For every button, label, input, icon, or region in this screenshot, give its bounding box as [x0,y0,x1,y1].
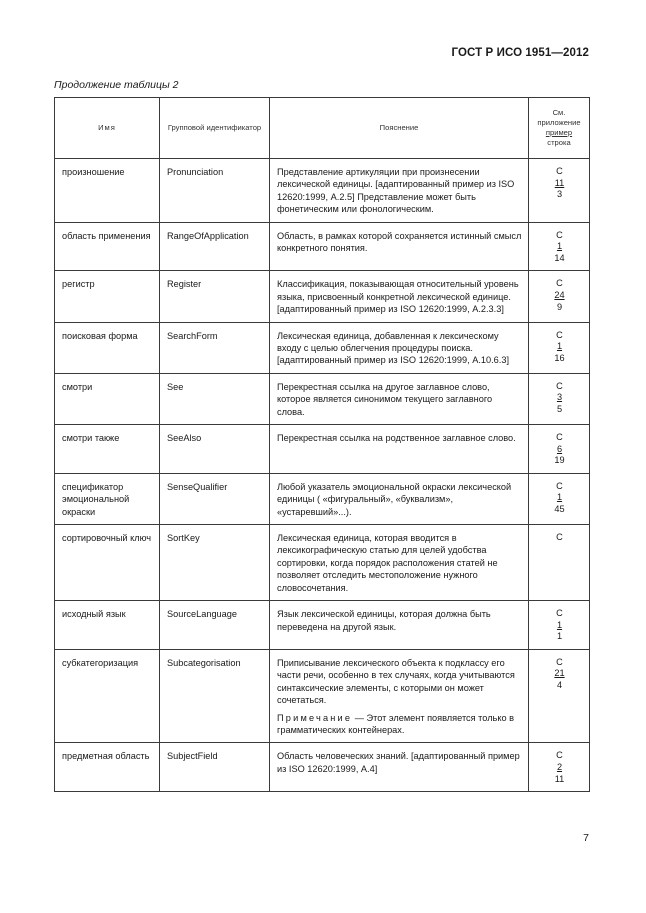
row-reference [529,373,590,424]
row-name: произношение [55,159,160,223]
ref-appendix: С [556,329,563,340]
ref-example: 1 [556,492,563,503]
ref-example: 2 [556,761,563,772]
row-reference [529,271,590,322]
ref-line: 11 [554,773,565,784]
ref-appendix: С [556,166,563,176]
row-id: SubjectField [160,743,270,792]
row-id: SeeAlso [160,425,270,474]
ref-example: 24 [554,290,565,300]
table-row [55,649,590,742]
elements-table [54,97,590,792]
ref-line: 4 [556,680,563,691]
ref-line: 19 [554,455,565,466]
row-name: предметная область [55,743,160,792]
ref-line: 14 [554,252,565,263]
header-explanation: Пояснение [270,98,529,159]
table-row [55,373,590,424]
note-text: — Этот элемент появляется только в грамматических контейнерах. [277,712,515,735]
header-appendix-line: строка [547,138,571,147]
ref-appendix: С [556,432,563,443]
ref-example: 1 [556,341,563,352]
ref-line: 5 [556,404,563,415]
standard-header: ГОСТ Р ИСО 1951—2012 [451,47,589,59]
row-id: SenseQualifier [160,473,270,524]
table-row [55,159,590,223]
row-reference [529,322,590,373]
row-name: смотри [55,373,160,424]
ref-appendix: С [556,750,563,761]
ref-example: 11 [554,177,565,188]
row-id: SortKey [160,525,270,601]
ref-line: 1 [556,631,563,642]
table-row [55,525,590,601]
ref-example: 21 [554,668,565,679]
row-explanation: Любой указатель эмоциональной окраски лексической единицы ( «фигуральный», «буквализм», «устаревший»...). [270,473,529,524]
ref-appendix: С [556,480,563,491]
row-explanation: Язык лексической единицы, которая должна быть переведена на другой язык. [270,601,529,650]
row-name: область применения [55,222,160,271]
row-name: поисковая форма [55,322,160,373]
row-explanation-text: Приписывание лексического объекта к подклассу его части речи, особенно в тех случаях, когда учитываются синтаксические элементы, с которыми он может сочетаться. [277,657,515,706]
ref-appendix: С [556,380,563,391]
table-row [55,271,590,322]
table-row [55,601,590,650]
ref-appendix: С [556,656,563,667]
ref-appendix: С [556,608,563,619]
header-name: Имя [55,98,160,159]
row-name: субкатегоризация [55,649,160,742]
ref-line: 16 [554,352,565,363]
row-explanation: Лексическая единица, добавленная к лексическому входу с целью облегчения процедуры поиска. [адаптированный пример из ISO 12620:1999, А.10.6.3] [270,322,529,373]
ref-line: 3 [556,189,563,200]
header-appendix [529,98,590,159]
header-appendix-example: пример [545,128,573,137]
row-explanation: Область человеческих знаний. [адаптированный пример из ISO 12620:1999, А.4] [270,743,529,792]
row-reference [529,525,590,601]
ref-appendix: С [556,278,563,289]
row-reference [529,222,590,271]
row-id: Subcategorisation [160,649,270,742]
header-appendix-see: См. [552,108,566,117]
row-name: регистр [55,271,160,322]
header-appendix-word: приложение [537,118,581,127]
row-name: исходный язык [55,601,160,650]
table-row [55,473,590,524]
row-reference [529,601,590,650]
row-explanation: Лексическая единица, которая вводится в лексикографическую статью для целей удобства сортировки, когда порядок расположения статей не позволяет отследить местоположение нужного словосочетания. [270,525,529,601]
row-note [277,712,522,737]
row-explanation: Представление артикуляции при произнесении лексической единицы. [адаптированный пример из ISO 12620:1999, А.2.5] Представление может быть фонетическим или фонологическим. [270,159,529,223]
row-reference [529,649,590,742]
row-id: SearchForm [160,322,270,373]
table-row [55,322,590,373]
table-caption: Продолжение таблицы 2 [54,79,179,91]
row-id: Pronunciation [160,159,270,223]
row-id: See [160,373,270,424]
ref-line: 9 [556,301,563,312]
table-row [55,425,590,474]
row-name: сортировочный ключ [55,525,160,601]
row-explanation: Перекрестная ссылка на другое заглавное слово, которое является синонимом текущего заглавного слова. [270,373,529,424]
table-header-row [55,98,590,159]
ref-example: 1 [556,241,563,252]
row-reference [529,425,590,474]
row-reference [529,473,590,524]
ref-example: 1 [556,619,563,630]
row-id: Register [160,271,270,322]
ref-appendix: С [556,532,563,543]
row-reference [529,743,590,792]
ref-line: 45 [554,504,565,515]
row-id: RangeOfApplication [160,222,270,271]
ref-example: 6 [556,443,563,454]
row-name: спецификатор эмоциональной окраски [55,473,160,524]
row-explanation: Область, в рамках которой сохраняется истинный смысл конкретного понятия. [270,222,529,271]
row-explanation: Классификация, показывающая относительный уровень языка, присвоенный конкретной лексической единице. [адаптированный пример из ISO 12620:1999, А.2.3.3] [270,271,529,322]
table-row [55,222,590,271]
row-name: смотри также [55,425,160,474]
ref-appendix: С [556,229,563,240]
page-number: 7 [583,832,589,844]
ref-example: 3 [556,392,563,403]
row-explanation [270,649,529,742]
note-label: Примечание [277,712,353,723]
header-group-id: Групповой идентификатор [160,98,270,159]
row-reference [529,159,590,223]
table-row [55,743,590,792]
row-id: SourceLanguage [160,601,270,650]
row-explanation: Перекрестная ссылка на родственное заглавное слово. [270,425,529,474]
